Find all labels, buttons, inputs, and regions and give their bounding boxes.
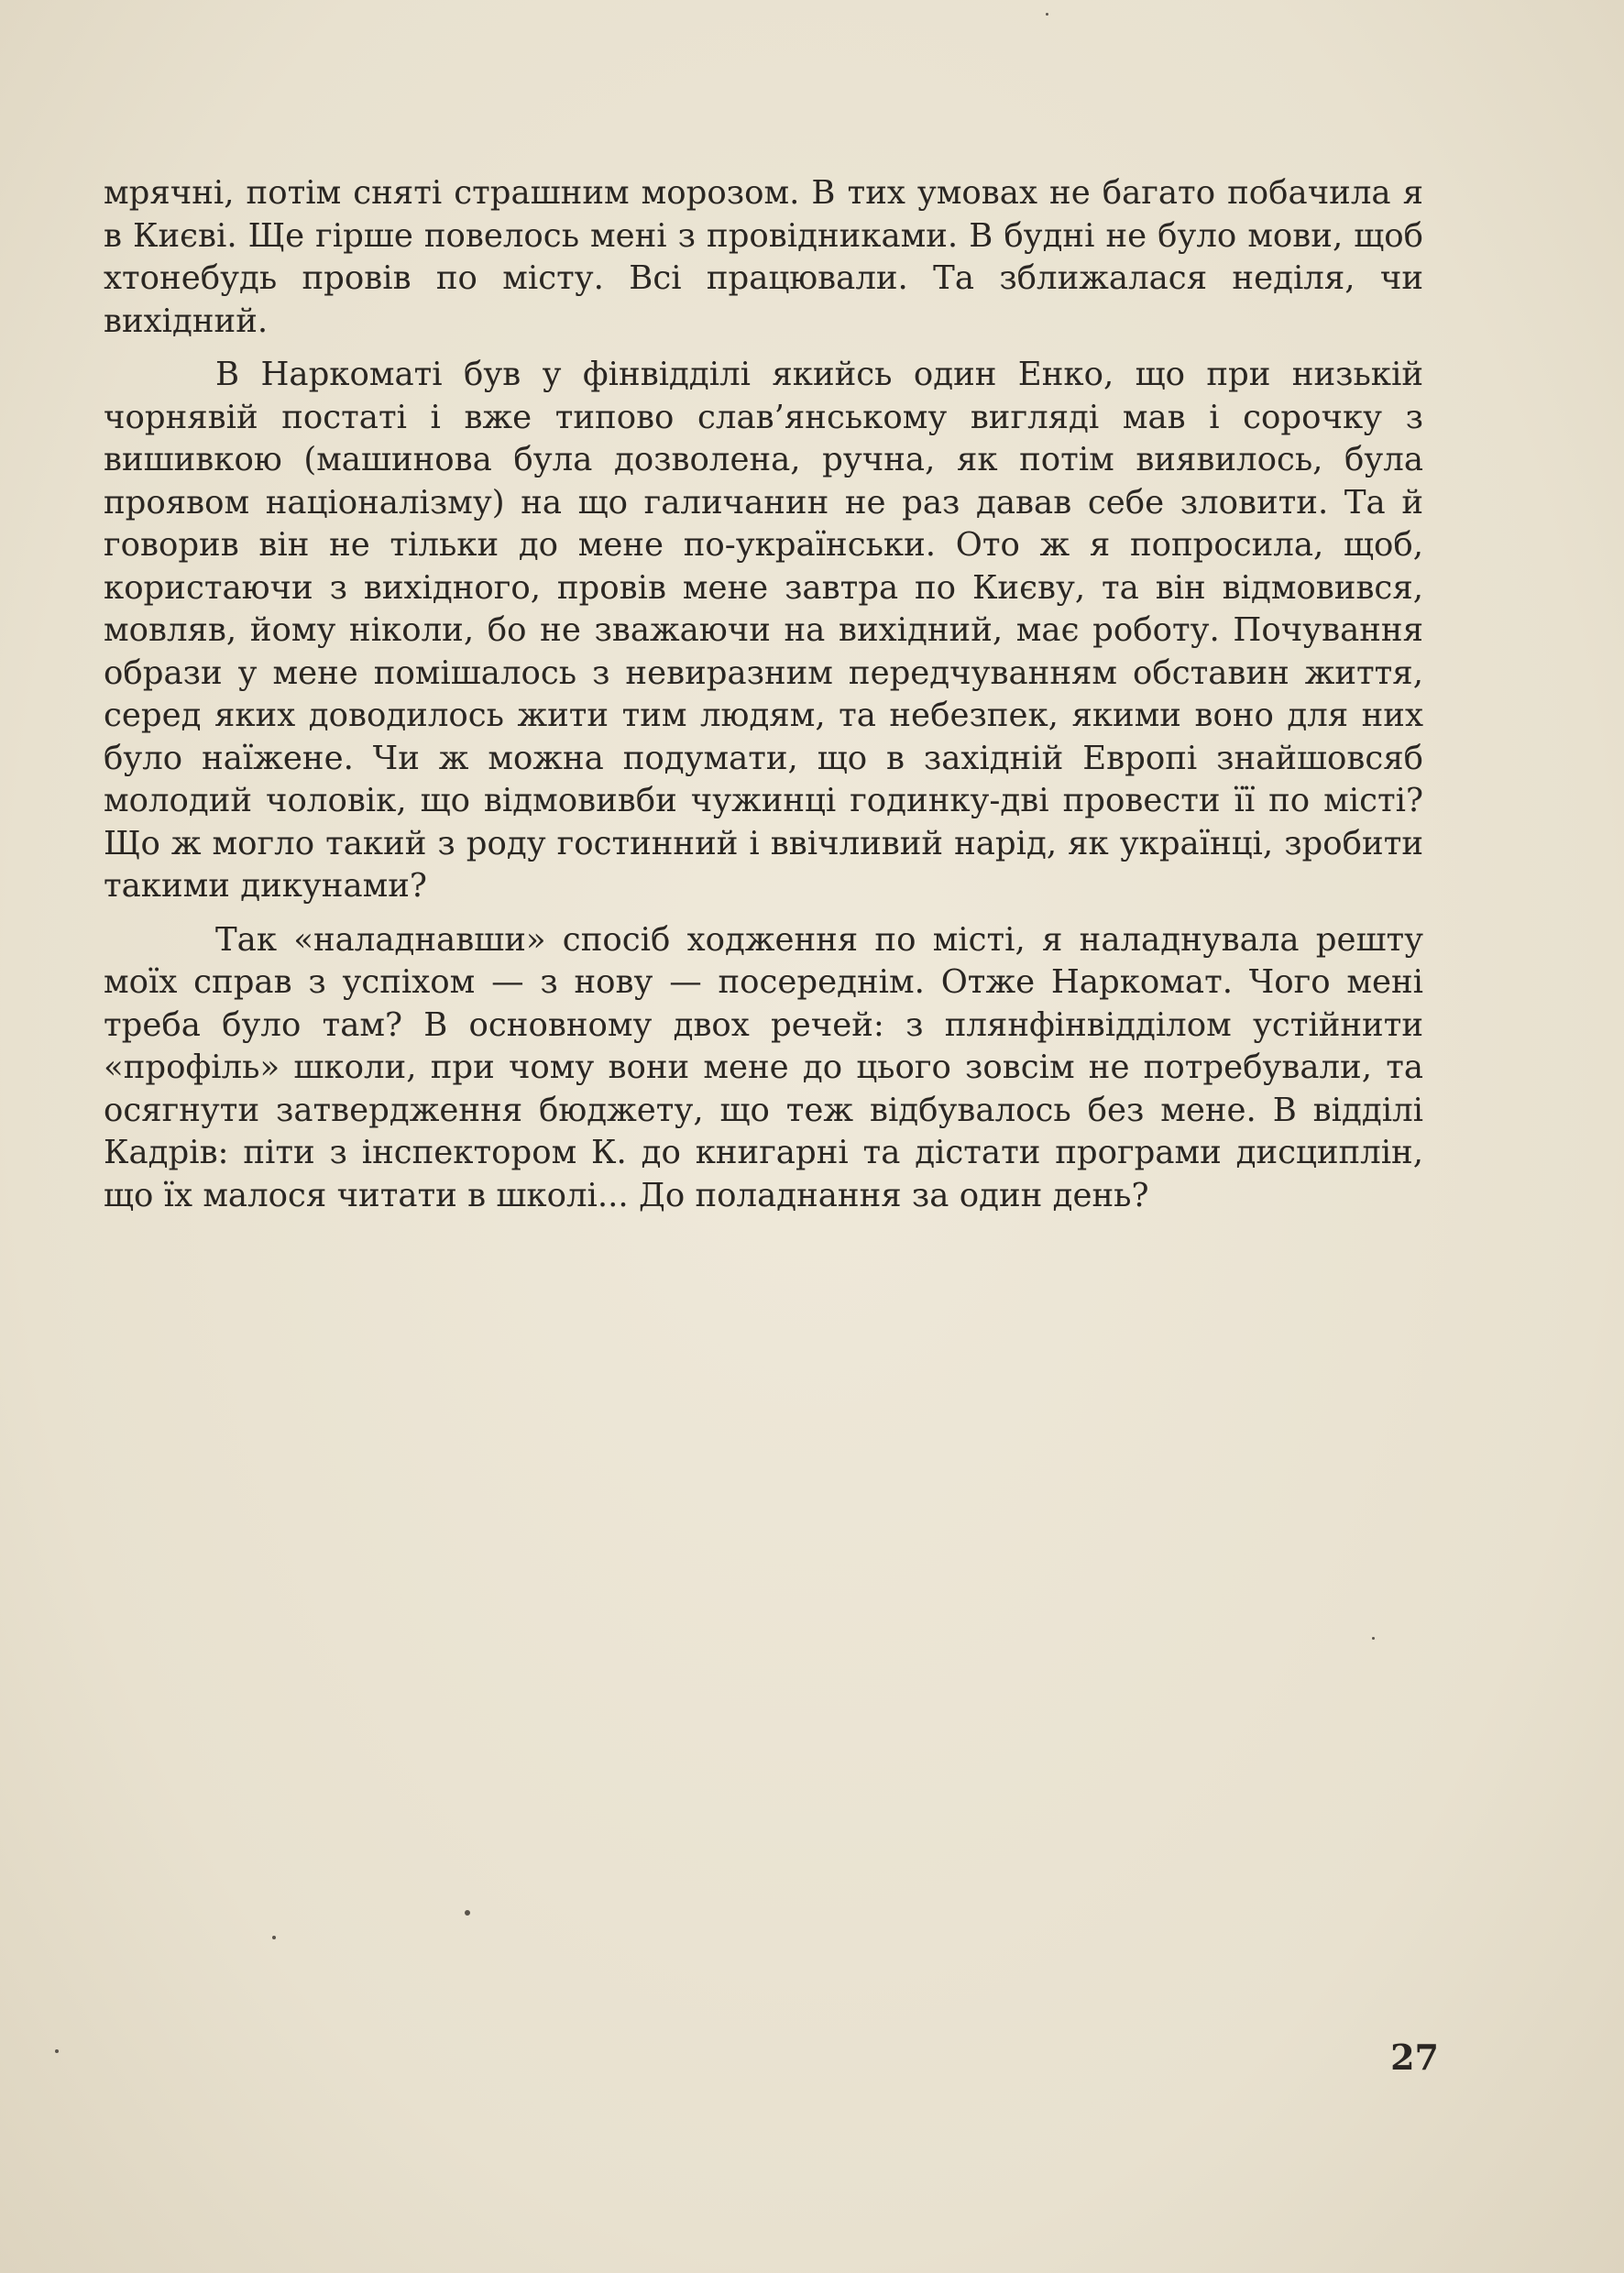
paper-speck xyxy=(272,1936,276,1939)
paper-speck xyxy=(1046,13,1048,16)
paragraph-3: Так «наладнавши» спосіб ходження по місті, я наладнувала решту моїх справ з успіхом — з нову — посереднім. Отже Наркомат. Чого мені треба було там? В основному двох речей: з плянфінвідділом устійнити «профіль» школи, при чому вони мене до цього зовсім не потребували, та осягнути затвердження бюджету, що теж відбувалось без мене. В відділі Кадрів: піти з інспектором К. до книгарні та дістати програми дисциплін, що їх малося читати в школі... До поладнання за один день? xyxy=(104,920,1423,1214)
paper-speck xyxy=(55,2049,59,2053)
paragraph-1: мрячні, потім сняті страшним морозом. В тих умовах не багато побачила я в Києві. Ще гірше повелось мені з провідниками. В будні не було мови, щоб хтонебудь провів по місту. Всі працювали. Та зближалася неділя, чи вихідний. xyxy=(104,174,1423,340)
paragraph-2: В Наркоматі був у фінвідділі якийсь один Енко, що при низькій чорнявій постаті і вже типово слав’янському вигляді мав і сорочку з вишивкою (машинова була дозволена, ручна, як потім виявилось, була проявом націоналізму) на що галичанин не раз давав себе зловити. Та й говорив він не тільки до мене по-українськи. Ото ж я попросила, щоб, користаючи з вихідного, провів мене завтра по Києву, та він відмовився, мовляв, йому ніколи, бо не зважаючи на вихідний, має роботу. Почування образи у мене помішалось з невиразним передчуванням обставин життя, серед яких доводилось жити тим людям, та небезпек, якими воно для них було наїжене. Чи ж можна подумати, що в західній Европі знайшовсяб молодий чоловік, що відмовивби чужинці годинку-дві провести її по місті? Що ж могло такий з роду гостинний і ввічливий нарід, як українці, зробити такими дикунами? xyxy=(104,356,1423,905)
paper-speck xyxy=(1372,1637,1375,1640)
paper-speck xyxy=(465,1910,470,1916)
page-number: 27 xyxy=(1390,2037,1439,2078)
body-text xyxy=(104,172,1423,1217)
